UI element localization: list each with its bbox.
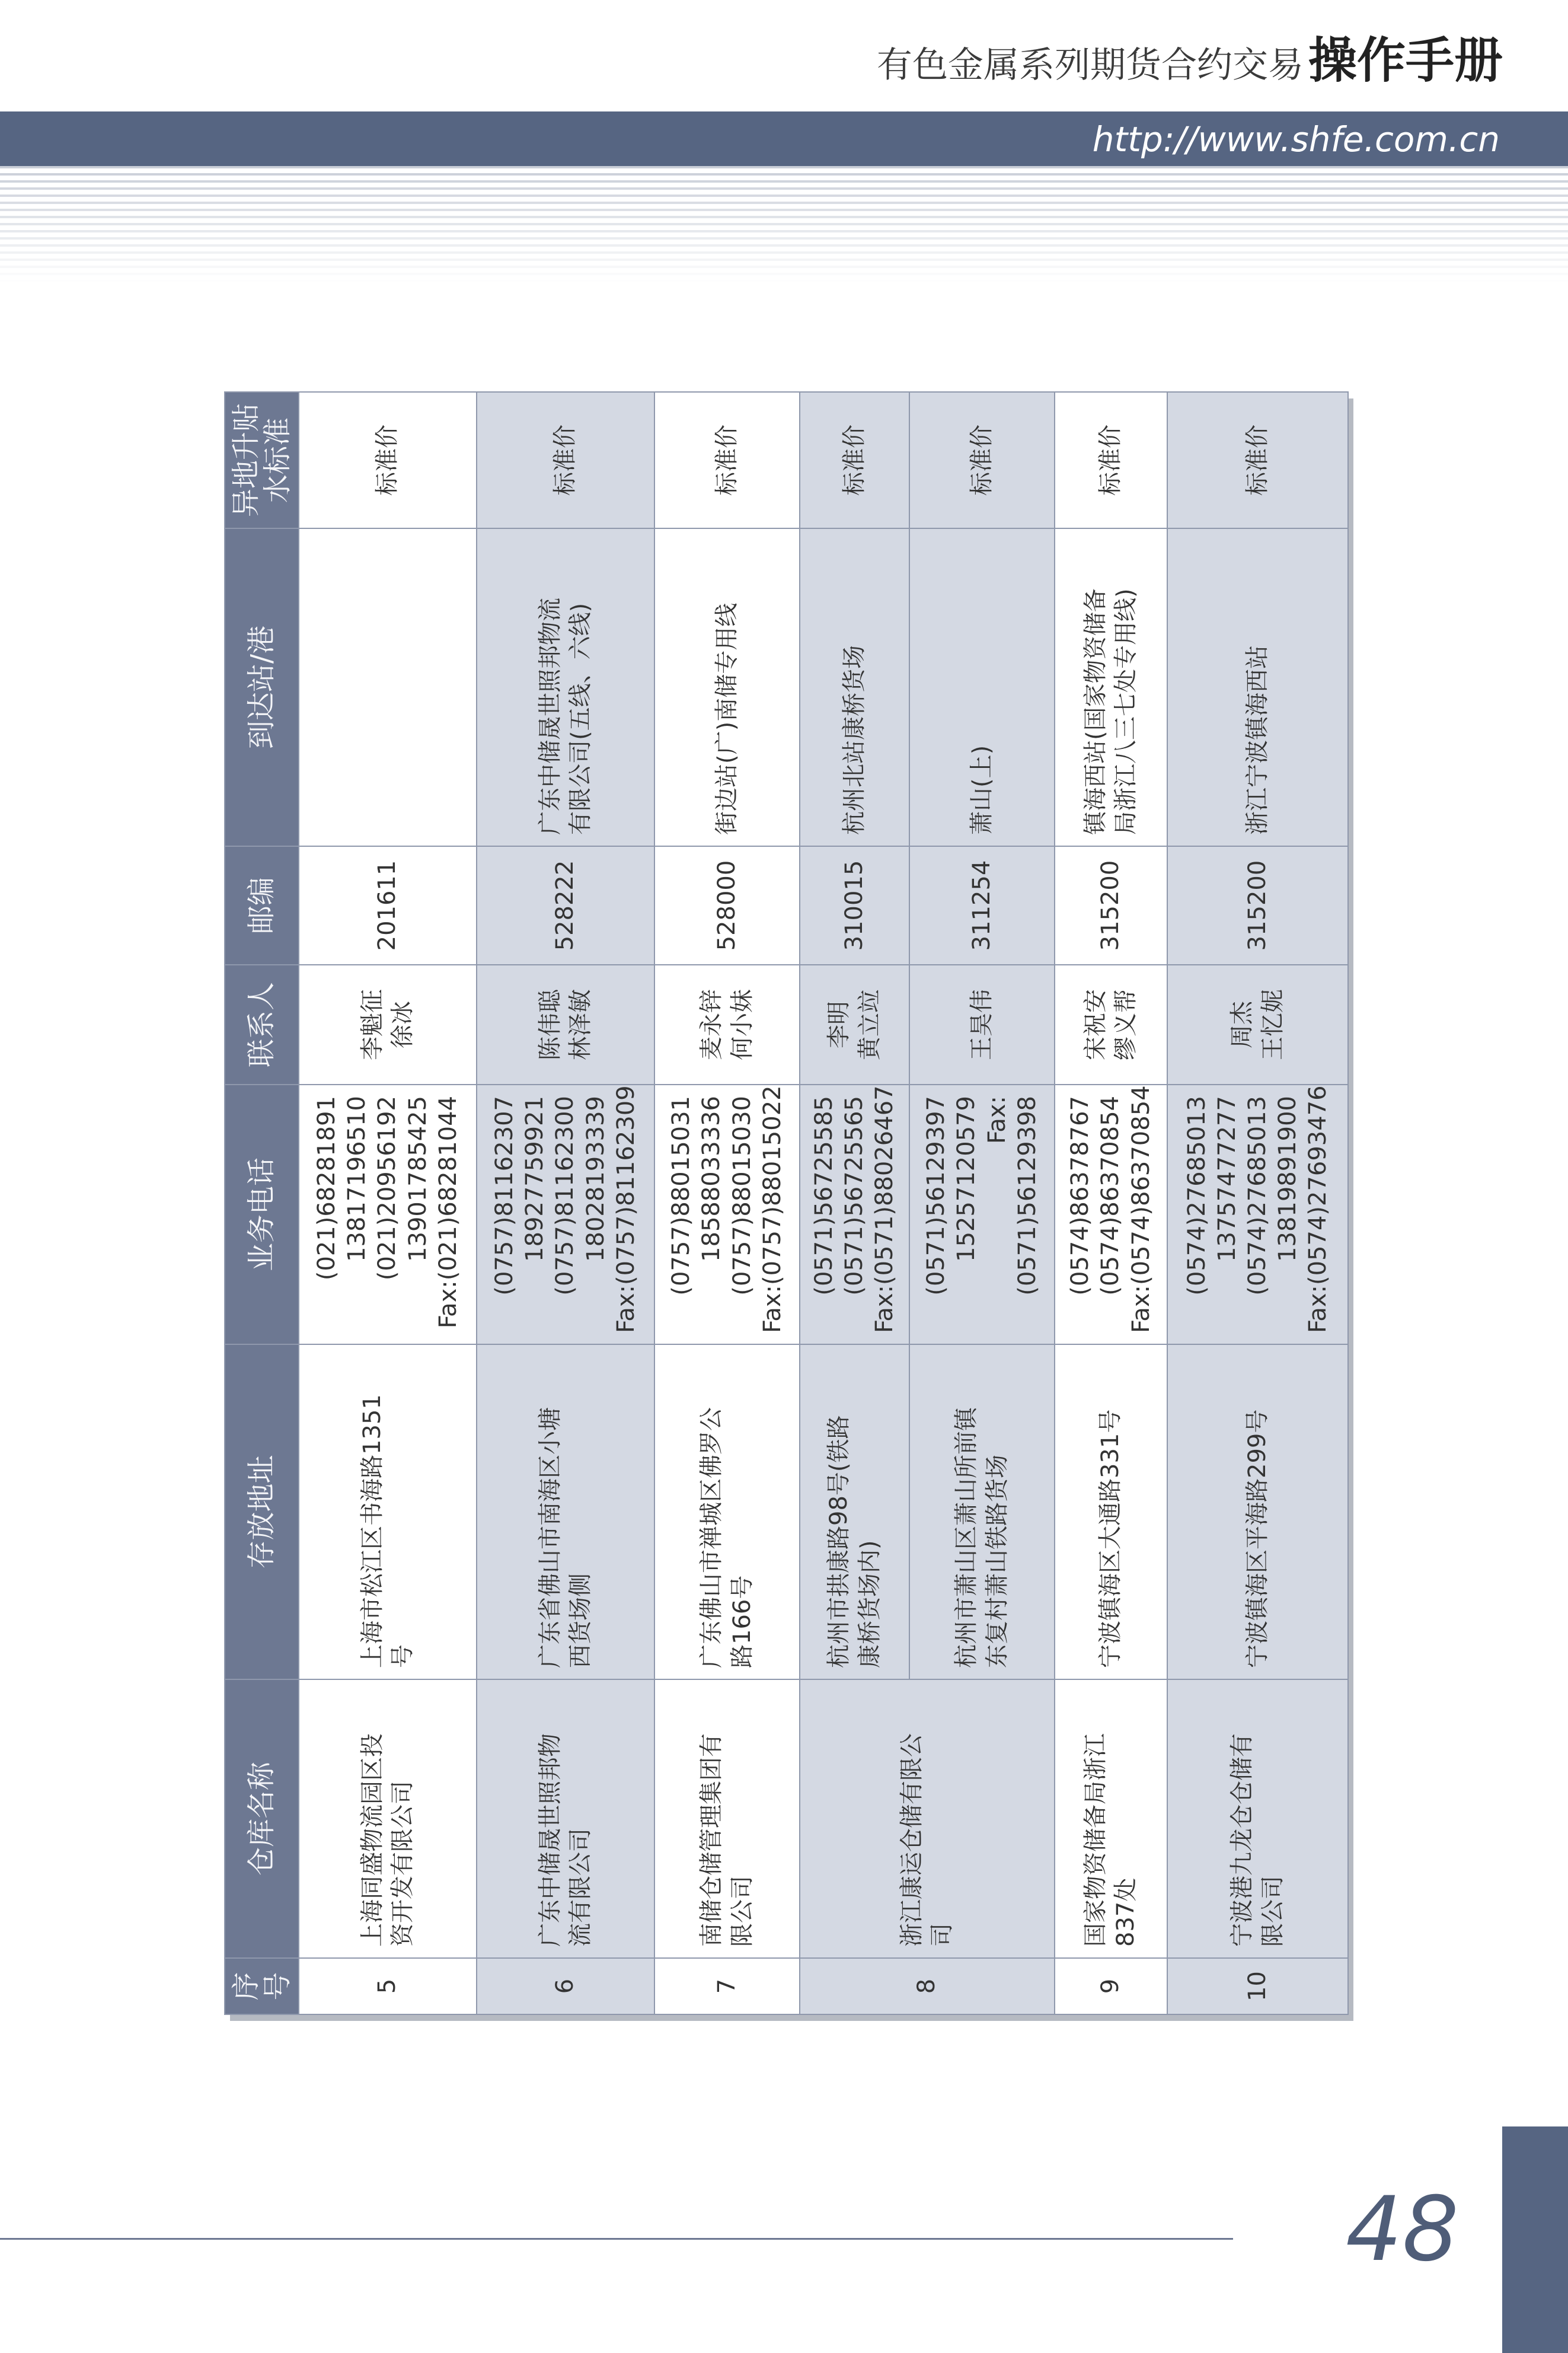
warehouse-table-frame (224, 393, 1347, 2015)
table-row (299, 392, 477, 2014)
cell-premium: 标准价 (299, 392, 477, 528)
cell-premium: 标准价 (1055, 392, 1167, 528)
cell-phone: (0757)88015031 18588033336 (0757)88015030 Fax:(0757)88015022 (654, 1085, 800, 1344)
table-row (800, 392, 909, 2014)
cell-warehouse-name: 宁波港九龙仓仓储有 限公司 (1167, 1679, 1348, 1958)
cell-address: 上海市松江区书海路1351 号 (299, 1344, 477, 1679)
cell-contact: 王昊伟 (909, 965, 1055, 1085)
header-premium-standard: 异地升贴 水标准 (225, 392, 299, 528)
cell-contact: 宋祝安 缪义帮 (1055, 965, 1167, 1085)
table-row (1055, 392, 1167, 2014)
cell-no: 7 (654, 1958, 800, 2014)
header-zip: 邮编 (225, 846, 299, 965)
cell-contact: 陈伟聪 林泽敏 (477, 965, 654, 1085)
cell-zip: 310015 (800, 846, 909, 965)
header-stripes (0, 166, 1568, 285)
footer-rule (0, 2238, 1233, 2240)
cell-no: 6 (477, 1958, 654, 2014)
cell-phone: (0571)56725585 (0571)56725565 Fax:(0571)88026467 (800, 1085, 909, 1344)
cell-station (299, 528, 477, 846)
header-storage-address: 存放地址 (225, 1344, 299, 1679)
table-header-row (225, 392, 299, 2014)
website-url[interactable]: http://www.shfe.com.cn (1092, 119, 1500, 160)
cell-contact: 周杰 王忆妮 (1167, 965, 1348, 1085)
cell-phone: (0571)56129397 15257120579 Fax: (0571)56129398 (909, 1085, 1055, 1344)
cell-address: 广东省佛山市南海区小塘 西货场侧 (477, 1344, 654, 1679)
cell-warehouse-name: 上海同盛物流园区投 资开发有限公司 (299, 1679, 477, 1958)
cell-address: 广东佛山市禅城区佛罗公 路166号 (654, 1344, 800, 1679)
footer-accent-block (1502, 2126, 1568, 2353)
cell-zip: 311254 (909, 846, 1055, 965)
page-number: 48 (1346, 2178, 1459, 2281)
cell-zip: 201611 (299, 846, 477, 965)
cell-no: 8 (800, 1958, 1055, 2014)
cell-station: 街边站(广)南储专用线 (654, 528, 800, 846)
cell-station: 镇海西站(国家物资储备 局浙江八三七处专用线) (1055, 528, 1167, 846)
cell-station: 广东中储晟世照邦物流 有限公司(五线、六线) (477, 528, 654, 846)
cell-no: 5 (299, 1958, 477, 2014)
cell-premium: 标准价 (654, 392, 800, 528)
header-no: 序 号 (225, 1958, 299, 2014)
cell-station: 浙江宁波镇海西站 (1167, 528, 1348, 846)
cell-no: 9 (1055, 1958, 1167, 2014)
header-business-phone: 业务电话 (225, 1085, 299, 1344)
cell-no: 10 (1167, 1958, 1348, 2014)
cell-warehouse-name: 南储仓储管理集团有 限公司 (654, 1679, 800, 1958)
cell-warehouse-name: 广东中储晟世照邦物 流有限公司 (477, 1679, 654, 1958)
cell-phone: (0574)27685013 13757477277 (0574)27685013 13819891900 Fax:(0574)27693476 (1167, 1085, 1348, 1344)
cell-phone: (021)68281891 13817196510 (021)20956192 13901785425 Fax:(021)68281044 (299, 1085, 477, 1344)
document-title-normal: 有色金属系列期货合约交易 (876, 44, 1304, 86)
warehouse-table (224, 391, 1349, 2015)
cell-station: 杭州北站康桥货场 (800, 528, 909, 846)
cell-address: 宁波镇海区平海路299号 (1167, 1344, 1348, 1679)
cell-zip: 315200 (1167, 846, 1348, 965)
table-row (654, 392, 800, 2014)
document-title (593, 33, 1503, 89)
cell-zip: 315200 (1055, 846, 1167, 965)
cell-premium: 标准价 (1167, 392, 1348, 528)
cell-phone: (0757)81162307 18927759921 (0757)81162300 18028193339 Fax:(0757)81162309 (477, 1085, 654, 1344)
cell-premium: 标准价 (800, 392, 909, 528)
cell-warehouse-name: 浙江康运仓储有限公 司 (800, 1679, 1055, 1958)
cell-premium: 标准价 (477, 392, 654, 528)
cell-zip: 528000 (654, 846, 800, 965)
table-row (477, 392, 654, 2014)
header-url-bar (0, 111, 1568, 166)
header-warehouse-name: 仓库名称 (225, 1679, 299, 1958)
cell-station: 萧山(上) (909, 528, 1055, 846)
cell-address: 杭州市拱康路98号(铁路 康桥货场内) (800, 1344, 909, 1679)
warehouse-table-rotated (224, 393, 1347, 2015)
cell-premium: 标准价 (909, 392, 1055, 528)
cell-warehouse-name: 国家物资储备局浙江 837处 (1055, 1679, 1167, 1958)
cell-address: 宁波镇海区大通路331号 (1055, 1344, 1167, 1679)
header-contact: 联系人 (225, 965, 299, 1085)
cell-contact: 麦永锌 何小妹 (654, 965, 800, 1085)
document-title-bold: 操作手册 (1308, 33, 1503, 89)
cell-zip: 528222 (477, 846, 654, 965)
cell-contact: 李魁征 徐冰 (299, 965, 477, 1085)
cell-contact: 李明 黄立竝 (800, 965, 909, 1085)
cell-address: 杭州市萧山区萧山所前镇 东复村萧山铁路货场 (909, 1344, 1055, 1679)
header-arrival-station: 到达站/港 (225, 528, 299, 846)
table-row (1167, 392, 1348, 2014)
cell-phone: (0574)86378767 (0574)86370854 Fax:(0574)86370854 (1055, 1085, 1167, 1344)
